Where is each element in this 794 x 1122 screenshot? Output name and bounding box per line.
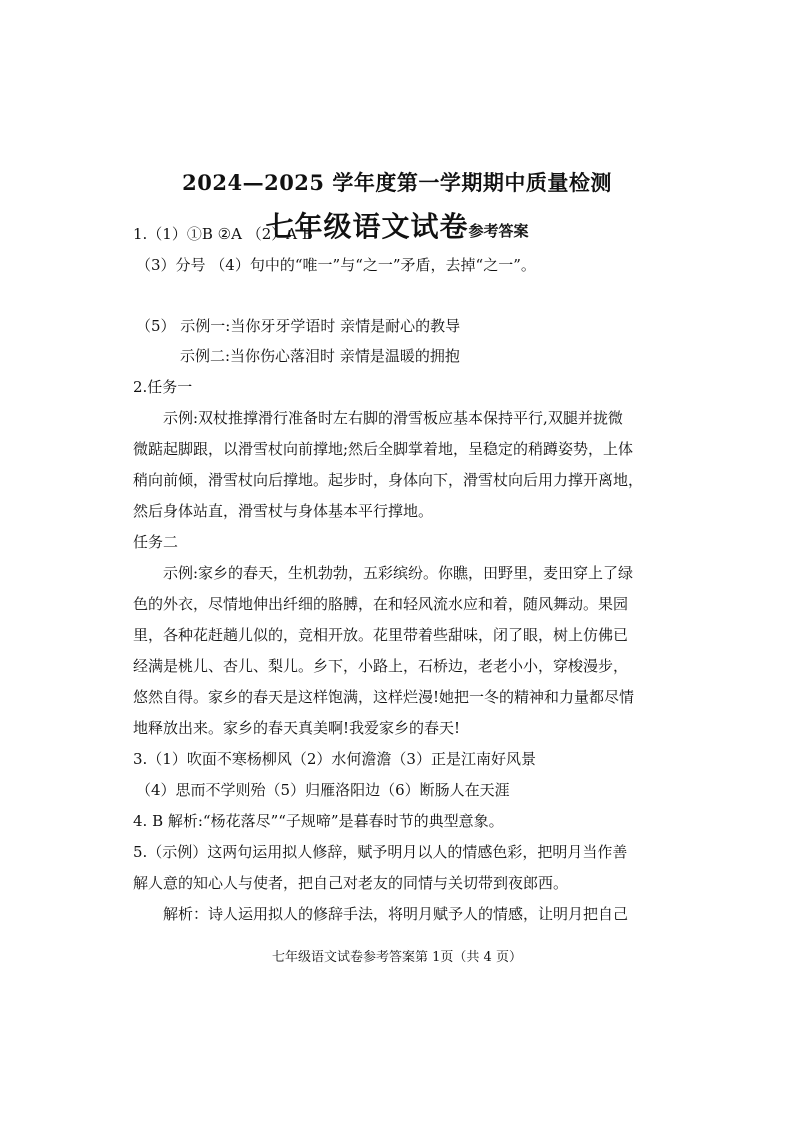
answer-line-19: 4. B 解析:“杨花落尽”“子规啼”是暮春时节的典型意象。 (133, 812, 504, 830)
page-footer: 七年级语文试卷参考答案第 1页（共 4 页） (272, 950, 522, 965)
answer-line-1: 1.（1）①B ②A （2）A B (133, 225, 313, 243)
answer-line-16: 地释放出来。家乡的春天真美啊!我爱家乡的春天! (133, 719, 461, 737)
answer-line-17: 3.（1）吹面不寒杨柳风（2）水何澹澹（3）正是江南好风景 (133, 750, 536, 768)
answer-line-6: 示例:双杖推撑滑行准备时左右脚的滑雪板应基本保持平行,双腿并拢微 (163, 409, 623, 427)
exam-title: 2024—2025 学年度第一学期期中质量检测 (182, 170, 612, 195)
answer-line-13: 里，各种花赶趟儿似的，竞相开放。花里带着些甜味，闭了眼，树上仿佛已 (133, 626, 629, 644)
exam-subtitle (0, 205, 794, 245)
answer-line-12: 色的外衣，尽情地伸出纤细的胳膊，在和轻风流水应和着，随风舞动。果园 (133, 595, 629, 613)
answer-line-9: 然后身体站直，滑雪杖与身体基本平行撑地。 (133, 502, 434, 520)
subtitle-main: 七年级语文试卷 (265, 210, 469, 243)
answer-line-4: 示例二:当你伤心落泪时 亲情是温暖的拥抱 (180, 347, 460, 365)
answer-line-20: 5.（示例）这两句运用拟人修辞，赋予明月以人的情感色彩，把明月当作善 (133, 843, 628, 861)
answer-line-3: （5） 示例一:当你牙牙学语时 亲情是耐心的教导 (136, 317, 461, 335)
answer-line-18: （4）思而不学则殆（5）归雁洛阳边（6）断肠人在天涯 (136, 781, 510, 799)
answer-line-7: 微踮起脚跟，以滑雪杖向前撑地;然后全脚掌着地，呈稳定的稍蹲姿势，上体 (133, 440, 634, 458)
answer-line-15: 悠然自得。家乡的春天是这样饱满，这样烂漫!她把一冬的精神和力量都尽情 (133, 688, 635, 706)
answer-line-11: 示例:家乡的春天，生机勃勃，五彩缤纷。你瞧，田野里，麦田穿上了绿 (163, 564, 634, 582)
answer-line-21: 解人意的知心人与使者，把自己对老友的同情与关切带到夜郎西。 (133, 874, 569, 892)
answer-line-10: 任务二 (133, 533, 179, 551)
answer-line-8: 稍向前倾，滑雪杖向后撑地。起步时，身体向下，滑雪杖向后用力撑开离地， (133, 471, 644, 489)
answer-line-22: 解析：诗人运用拟人的修辞手法，将明月赋予人的情感，让明月把自己 (163, 905, 629, 923)
subtitle-suffix: 参考答案 (468, 222, 529, 240)
answer-line-5: 2.任务一 (133, 378, 193, 396)
answer-line-14: 经满是桃儿、杏儿、梨儿。乡下，小路上，石桥边，老老小小，穿梭漫步， (133, 657, 629, 675)
answer-line-2: （3）分号 （4）句中的“唯一”与“之一”矛盾，去掉“之一”。 (136, 256, 536, 274)
